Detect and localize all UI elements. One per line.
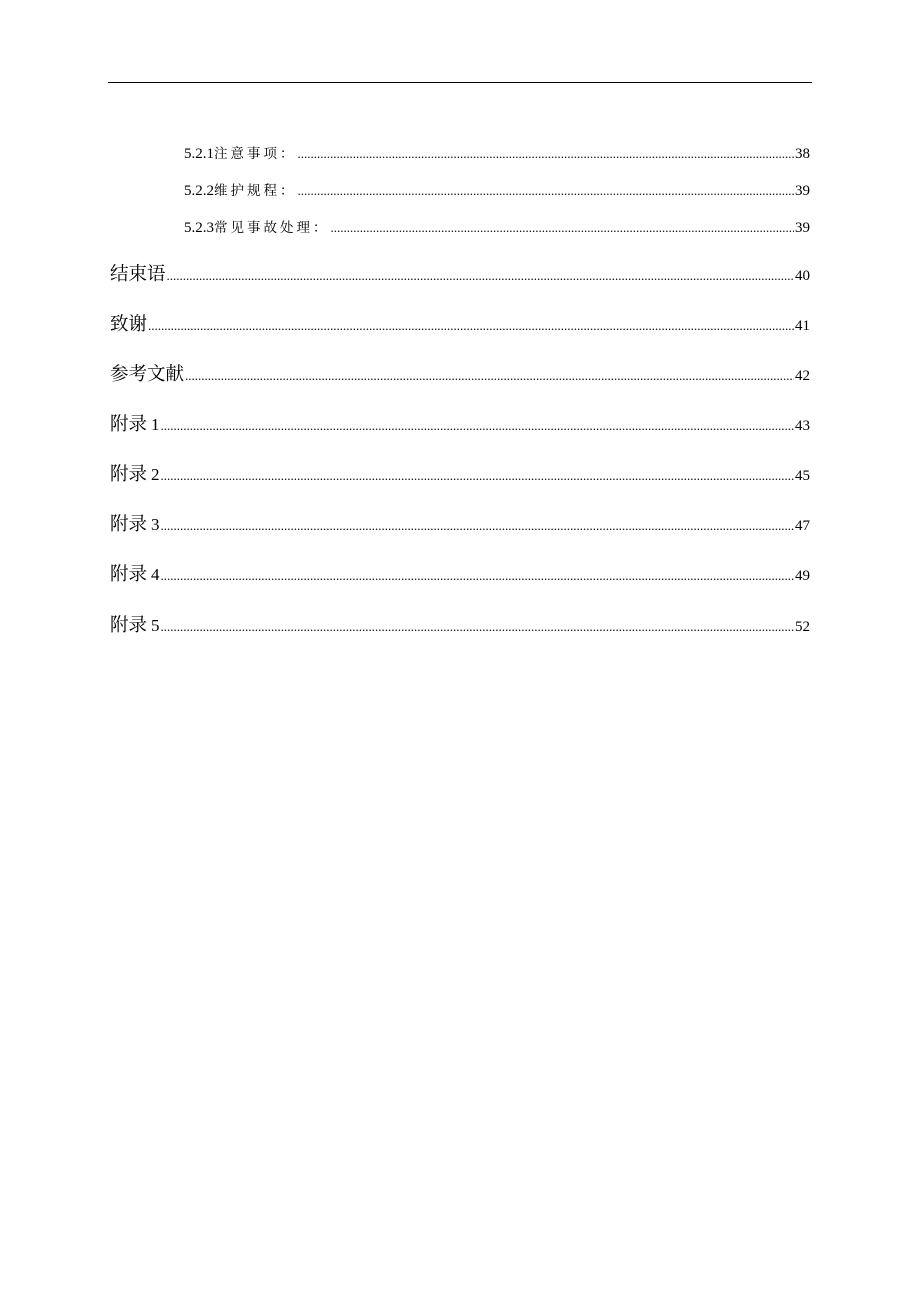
dot-leader: [331, 220, 795, 236]
appendix-number: 2: [151, 465, 160, 484]
dot-leader: [298, 146, 795, 162]
toc-entry-5-2-2[interactable]: [184, 179, 810, 200]
page-number: 45: [795, 468, 810, 484]
dot-leader: [298, 183, 795, 199]
dot-leader: [161, 568, 794, 584]
dot-leader: [161, 619, 794, 635]
chapter-title: 附录: [110, 514, 148, 535]
page-number: 47: [795, 518, 810, 534]
appendix-number: 4: [151, 565, 160, 584]
toc-entry-label: [110, 510, 160, 536]
toc-entry-appendix-4[interactable]: [110, 560, 810, 586]
page-number: 49: [795, 568, 810, 584]
toc-entry-label: [184, 142, 297, 163]
toc-entry-label: [110, 360, 184, 386]
chapter-title: 参考文献: [110, 364, 185, 385]
page-number: 38: [795, 146, 810, 162]
toc-entry-label: [110, 310, 147, 336]
toc-entry-label: [110, 410, 160, 436]
section-title: 常见事故处理：: [214, 220, 330, 236]
page-number: 42: [795, 368, 810, 384]
page-number: 43: [795, 418, 810, 434]
chapter-title: 附录: [110, 564, 148, 585]
dot-leader: [161, 518, 794, 534]
toc-entry-appendix-3[interactable]: [110, 510, 810, 536]
appendix-number: 1: [151, 415, 160, 434]
page-number: 41: [795, 318, 810, 334]
toc-entry-appendix-5[interactable]: [110, 611, 810, 637]
dot-leader: [161, 468, 794, 484]
page-number: 39: [795, 183, 810, 199]
section-title: 维护规程：: [214, 183, 297, 199]
section-number: 5.2.3: [184, 220, 214, 236]
toc-entry-label: [184, 179, 297, 200]
toc-entry-label: [184, 216, 330, 237]
chapter-title: 附录: [110, 464, 148, 485]
toc-entry-5-2-3[interactable]: [184, 216, 810, 237]
page-number: 52: [795, 619, 810, 635]
dot-leader: [185, 368, 794, 384]
dot-leader: [161, 418, 794, 434]
section-title: 注意事项：: [214, 146, 297, 162]
toc-entry-acknowledgements[interactable]: [110, 310, 810, 336]
toc-entry-label: [110, 611, 160, 637]
toc-entry-label: [110, 560, 160, 586]
chapter-title: 附录: [110, 414, 148, 435]
appendix-number: 3: [151, 515, 160, 534]
section-number: 5.2.2: [184, 183, 214, 199]
chapter-title: 致谢: [110, 314, 148, 335]
section-number: 5.2.1: [184, 146, 214, 162]
toc-entry-label: [110, 460, 160, 486]
toc-entry-references[interactable]: [110, 360, 810, 386]
dot-leader: [167, 268, 794, 284]
page-number: 40: [795, 268, 810, 284]
dot-leader: [148, 318, 794, 334]
toc-entry-conclusion[interactable]: [110, 260, 810, 286]
chapter-title: 结束语: [110, 264, 166, 285]
chapter-title: 附录: [110, 615, 148, 636]
toc-entry-appendix-1[interactable]: [110, 410, 810, 436]
toc-entry-appendix-2[interactable]: [110, 460, 810, 486]
page-number: 39: [795, 220, 810, 236]
appendix-number: 5: [151, 616, 160, 635]
toc-entry-label: [110, 260, 166, 286]
toc-entry-5-2-1[interactable]: [184, 142, 810, 163]
